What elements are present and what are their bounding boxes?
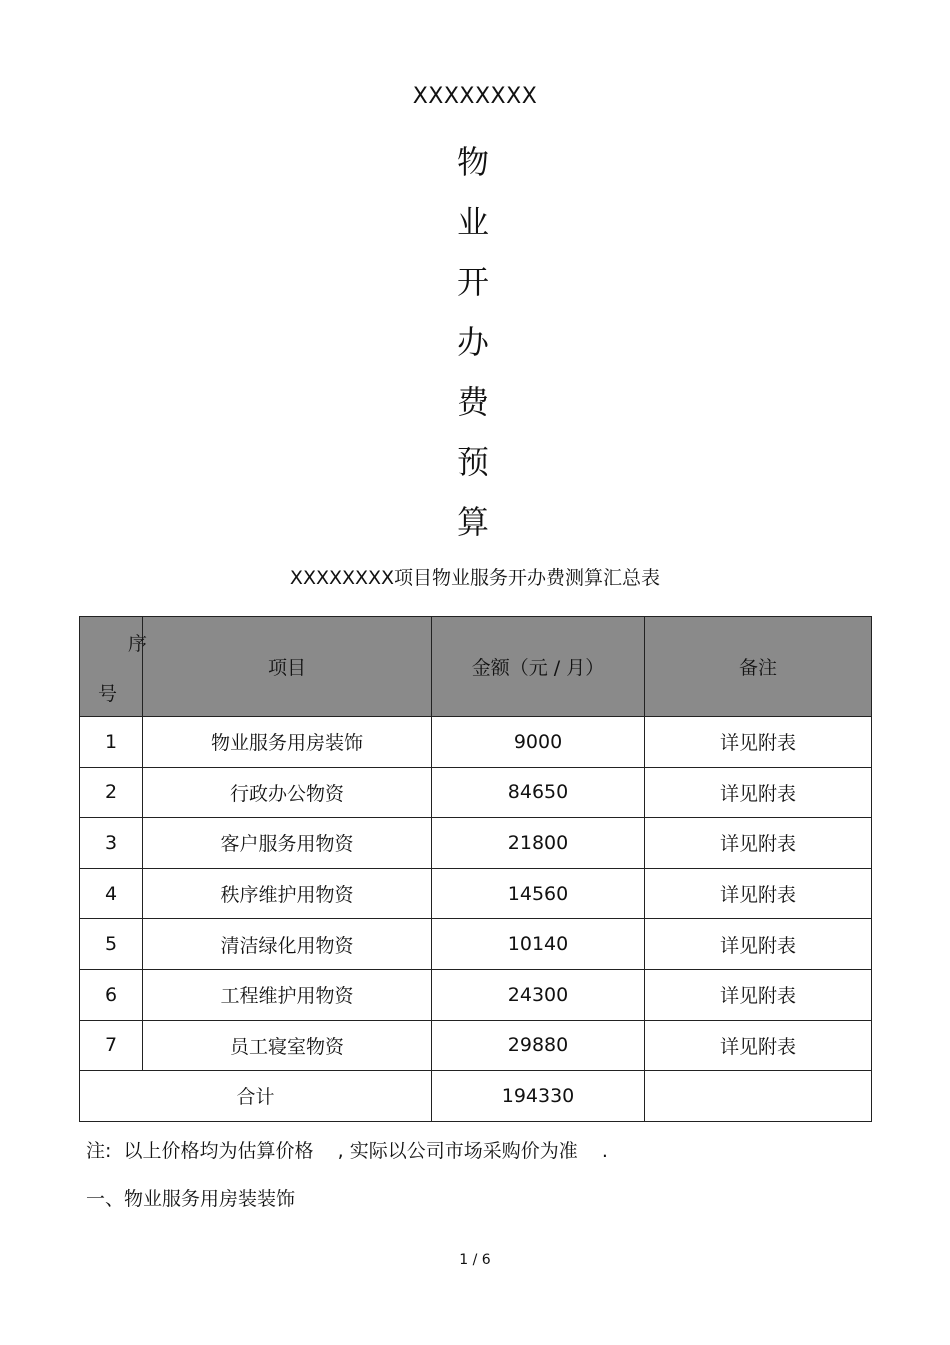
cell-no: 3 <box>80 818 143 869</box>
section-heading: 一、物业服务用房装装饰 <box>86 1188 296 1210</box>
cell-amount: 84650 <box>432 767 645 818</box>
seq-header-bottom: 号 <box>98 683 118 705</box>
total-remark <box>645 1071 872 1122</box>
table-row <box>80 868 872 919</box>
title-char: 物 <box>456 143 489 181</box>
cell-item: 物业服务用房装饰 <box>143 717 432 768</box>
cell-item: 行政办公物资 <box>143 767 432 818</box>
cell-no: 1 <box>80 717 143 768</box>
table-header-row <box>80 617 872 717</box>
title-char: 办 <box>456 323 489 361</box>
total-amount: 194330 <box>432 1071 645 1122</box>
cell-no: 6 <box>80 969 143 1020</box>
col-header-amount: 金额（元 / 月） <box>432 617 645 717</box>
cell-no: 4 <box>80 868 143 919</box>
cell-no: 5 <box>80 919 143 970</box>
total-label: 合计 <box>80 1071 432 1122</box>
cell-remark: 详见附表 <box>645 919 872 970</box>
seq-header-top: 序 <box>128 633 148 655</box>
document-title <box>450 132 496 552</box>
cell-remark: 详见附表 <box>645 767 872 818</box>
table-row <box>80 1020 872 1071</box>
table-row <box>80 818 872 869</box>
col-header-seq <box>80 617 148 717</box>
summary-table <box>79 616 872 1122</box>
title-char: 算 <box>456 503 489 541</box>
cell-item: 员工寝室物资 <box>143 1020 432 1071</box>
cell-amount: 24300 <box>432 969 645 1020</box>
table-total-row <box>80 1071 872 1122</box>
cell-remark: 详见附表 <box>645 868 872 919</box>
table-row <box>80 969 872 1020</box>
table-caption: XXXXXXXX项目物业服务开办费测算汇总表 <box>289 567 661 589</box>
title-char: 业 <box>456 203 489 241</box>
cell-item: 秩序维护用物资 <box>143 868 432 919</box>
cell-remark: 详见附表 <box>645 818 872 869</box>
cell-amount: 9000 <box>432 717 645 768</box>
cell-item: 客户服务用物资 <box>143 818 432 869</box>
title-char: 预 <box>456 443 489 481</box>
cell-amount: 21800 <box>432 818 645 869</box>
cell-remark: 详见附表 <box>645 717 872 768</box>
cell-item: 清洁绿化用物资 <box>143 919 432 970</box>
price-note: 注: 以上价格均为估算价格 , 实际以公司市场采购价为准 . <box>86 1140 608 1162</box>
page-number: 1 / 6 <box>459 1252 491 1268</box>
cell-remark: 详见附表 <box>645 969 872 1020</box>
cell-amount: 10140 <box>432 919 645 970</box>
col-header-item: 项目 <box>143 617 432 717</box>
table-row <box>80 919 872 970</box>
cell-no: 2 <box>80 767 143 818</box>
company-name: XXXXXXXX <box>412 84 538 109</box>
cell-remark: 详见附表 <box>645 1020 872 1071</box>
table-row <box>80 767 872 818</box>
table-row <box>80 717 872 768</box>
title-char: 开 <box>456 263 489 301</box>
cell-item: 工程维护用物资 <box>143 969 432 1020</box>
cell-amount: 29880 <box>432 1020 645 1071</box>
cell-amount: 14560 <box>432 868 645 919</box>
title-char: 费 <box>456 383 489 421</box>
cell-no: 7 <box>80 1020 143 1071</box>
col-header-remark: 备注 <box>645 617 872 717</box>
